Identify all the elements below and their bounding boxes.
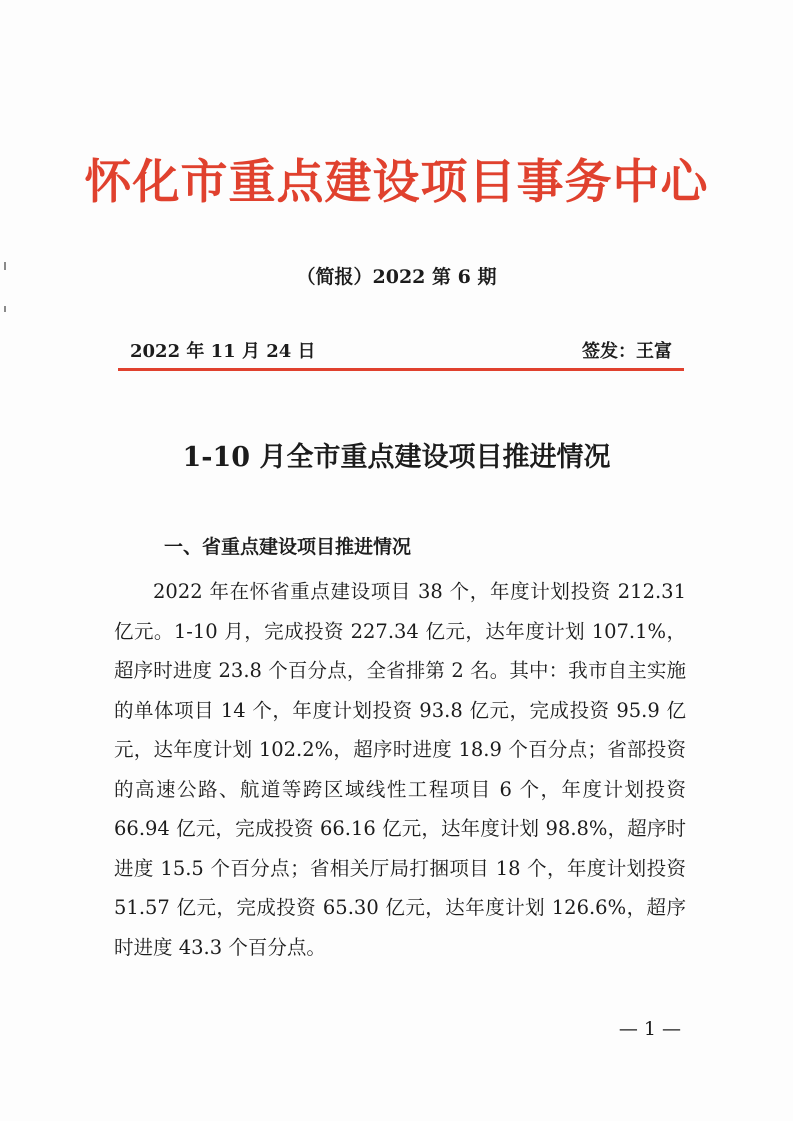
scan-mark <box>4 306 6 312</box>
section-heading: 一、省重点建设项目推进情况 <box>164 536 412 558</box>
org-title: 怀化市重点建设项目事务中心 <box>84 155 709 210</box>
issue-date: 2022 年 11 月 24 日 <box>130 341 316 362</box>
page-number: — 1 — <box>618 1018 681 1040</box>
issue-number: （简报）2022 第 6 期 <box>296 266 497 288</box>
header-divider <box>118 368 684 371</box>
body-paragraph: 2022 年在怀省重点建设项目 38 个，年度计划投资 212.31 亿元。1-10 月，完成投资 227.34 亿元，达年度计划 107.1%，超序时进度 23.8 个百分点，全省排第 2 名。其中：我市自主实施的单体项目 14 个，年度计划投资 93.8 亿元，完成投资 95.9 亿元，达年度计划 102.2%，超序时进度 18.9 个百分点；省部投资的高速公路、航道等跨区域线性工程项目 6 个，年度计划投资 66.94 亿元，完成投资 66.16 亿元，达年度计划 98.8%，超序时进度 15.5 个百分点；省相关厅局打捆项目 18 个，年度计划投资 51.57 亿元，完成投资 65.30 亿元，达年度计划 126.6%，超序时进度 43.3 个百分点。 <box>114 580 686 959</box>
signer: 签发：王富 <box>582 341 672 362</box>
article-title: 1-10 月全市重点建设项目推进情况 <box>182 442 611 473</box>
